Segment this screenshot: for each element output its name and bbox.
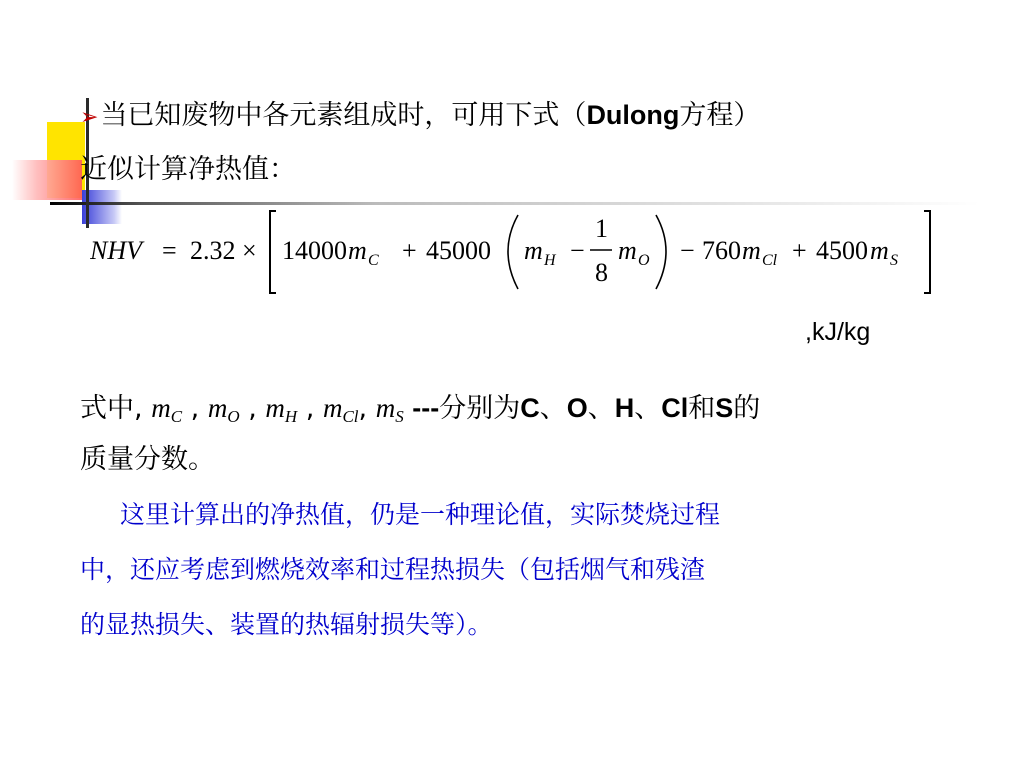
formula-sub-s: S <box>890 252 898 269</box>
var-sub-o: O <box>227 407 240 426</box>
note-line-3: 的显热损失、装置的热辐射损失等）。 <box>80 610 493 639</box>
def-comma-2: , <box>190 393 200 424</box>
decorative-red-gradient <box>12 160 82 200</box>
def-prefix: 式中 <box>80 393 134 424</box>
var-m-s: m <box>375 393 396 423</box>
formula-frac-num: 1 <box>595 214 608 243</box>
right-bracket <box>924 211 930 293</box>
def-and: 和 <box>688 393 716 424</box>
note-line-1: 这里计算出的净热值，仍是一种理论值，实际焚烧过程 <box>120 500 721 529</box>
def-dashes: --- <box>412 393 440 423</box>
formula-times: × <box>242 236 257 265</box>
intro-text-prefix: 当已知废物中各元素组成时，可用下式（ <box>100 100 587 131</box>
intro-text-suffix: 方程） <box>679 100 761 131</box>
formula-plus-2: + <box>792 236 807 265</box>
formula-m-c: m <box>348 236 367 265</box>
var-m-c: m <box>151 393 171 423</box>
var-sub-h: H <box>284 407 298 426</box>
intro-dulong: Dulong <box>586 100 680 130</box>
formula-minus-2: − <box>680 236 695 265</box>
def-sep-2: 、 <box>587 393 615 424</box>
left-paren <box>508 215 518 289</box>
intro-line-2: 近似计算净热值： <box>80 154 296 185</box>
def-elem-o: O <box>566 393 588 423</box>
formula-m-s: m <box>870 236 889 265</box>
formula-m-cl: m <box>742 236 761 265</box>
def-elem-cl: Cl <box>661 393 689 423</box>
formula-plus-1: + <box>402 236 417 265</box>
def-mid: 分别为 <box>439 393 521 424</box>
formula-sub-o: O <box>638 252 650 269</box>
formula-minus-1: − <box>570 236 585 265</box>
var-sub-cl: Cl <box>342 407 359 426</box>
def-elem-s: S <box>715 393 734 423</box>
formula-sub-c: C <box>368 252 379 269</box>
formula-c4: 4500 <box>816 236 868 265</box>
dulong-formula <box>90 205 940 295</box>
var-sub-c: C <box>170 407 183 426</box>
formula-frac-den: 8 <box>595 258 608 287</box>
def-comma-1: , <box>134 393 143 424</box>
def-comma-3: , <box>248 393 257 424</box>
def-elem-c: C <box>520 393 540 423</box>
units-label: ,kJ/kg <box>805 318 871 346</box>
bullet-arrow-icon: ➢ <box>80 105 99 130</box>
def-elem-h: H <box>614 393 635 423</box>
formula-c1: 14000 <box>282 236 347 265</box>
var-m-cl: m <box>322 393 343 423</box>
var-m-h: m <box>265 393 285 423</box>
def-comma-4: , <box>305 393 315 424</box>
def-comma-5: , <box>358 393 368 424</box>
formula-coef: 2.32 <box>190 236 236 265</box>
formula-svg <box>90 205 940 295</box>
definition-line-2: 质量分数。 <box>80 444 215 475</box>
var-m-o: m <box>207 393 228 423</box>
formula-m-o: m <box>618 236 637 265</box>
left-bracket <box>270 211 276 293</box>
def-end: 的 <box>733 393 761 424</box>
definition-line-1 <box>80 388 760 437</box>
intro-line-1 <box>80 95 760 138</box>
right-paren <box>656 215 666 289</box>
formula-equals: = <box>162 236 177 265</box>
formula-sub-cl: Cl <box>762 252 778 269</box>
formula-c2: 45000 <box>426 236 491 265</box>
var-sub-s: S <box>395 407 404 426</box>
formula-lhs: NHV <box>90 236 142 265</box>
def-sep-3: 、 <box>634 393 662 424</box>
note-line-2: 中，还应考虑到燃烧效率和过程热损失（包括烟气和残渣 <box>80 555 706 584</box>
formula-sub-h: H <box>544 252 556 269</box>
formula-c3: 760 <box>702 236 741 265</box>
def-sep-1: 、 <box>539 393 567 424</box>
formula-m-h: m <box>524 236 543 265</box>
